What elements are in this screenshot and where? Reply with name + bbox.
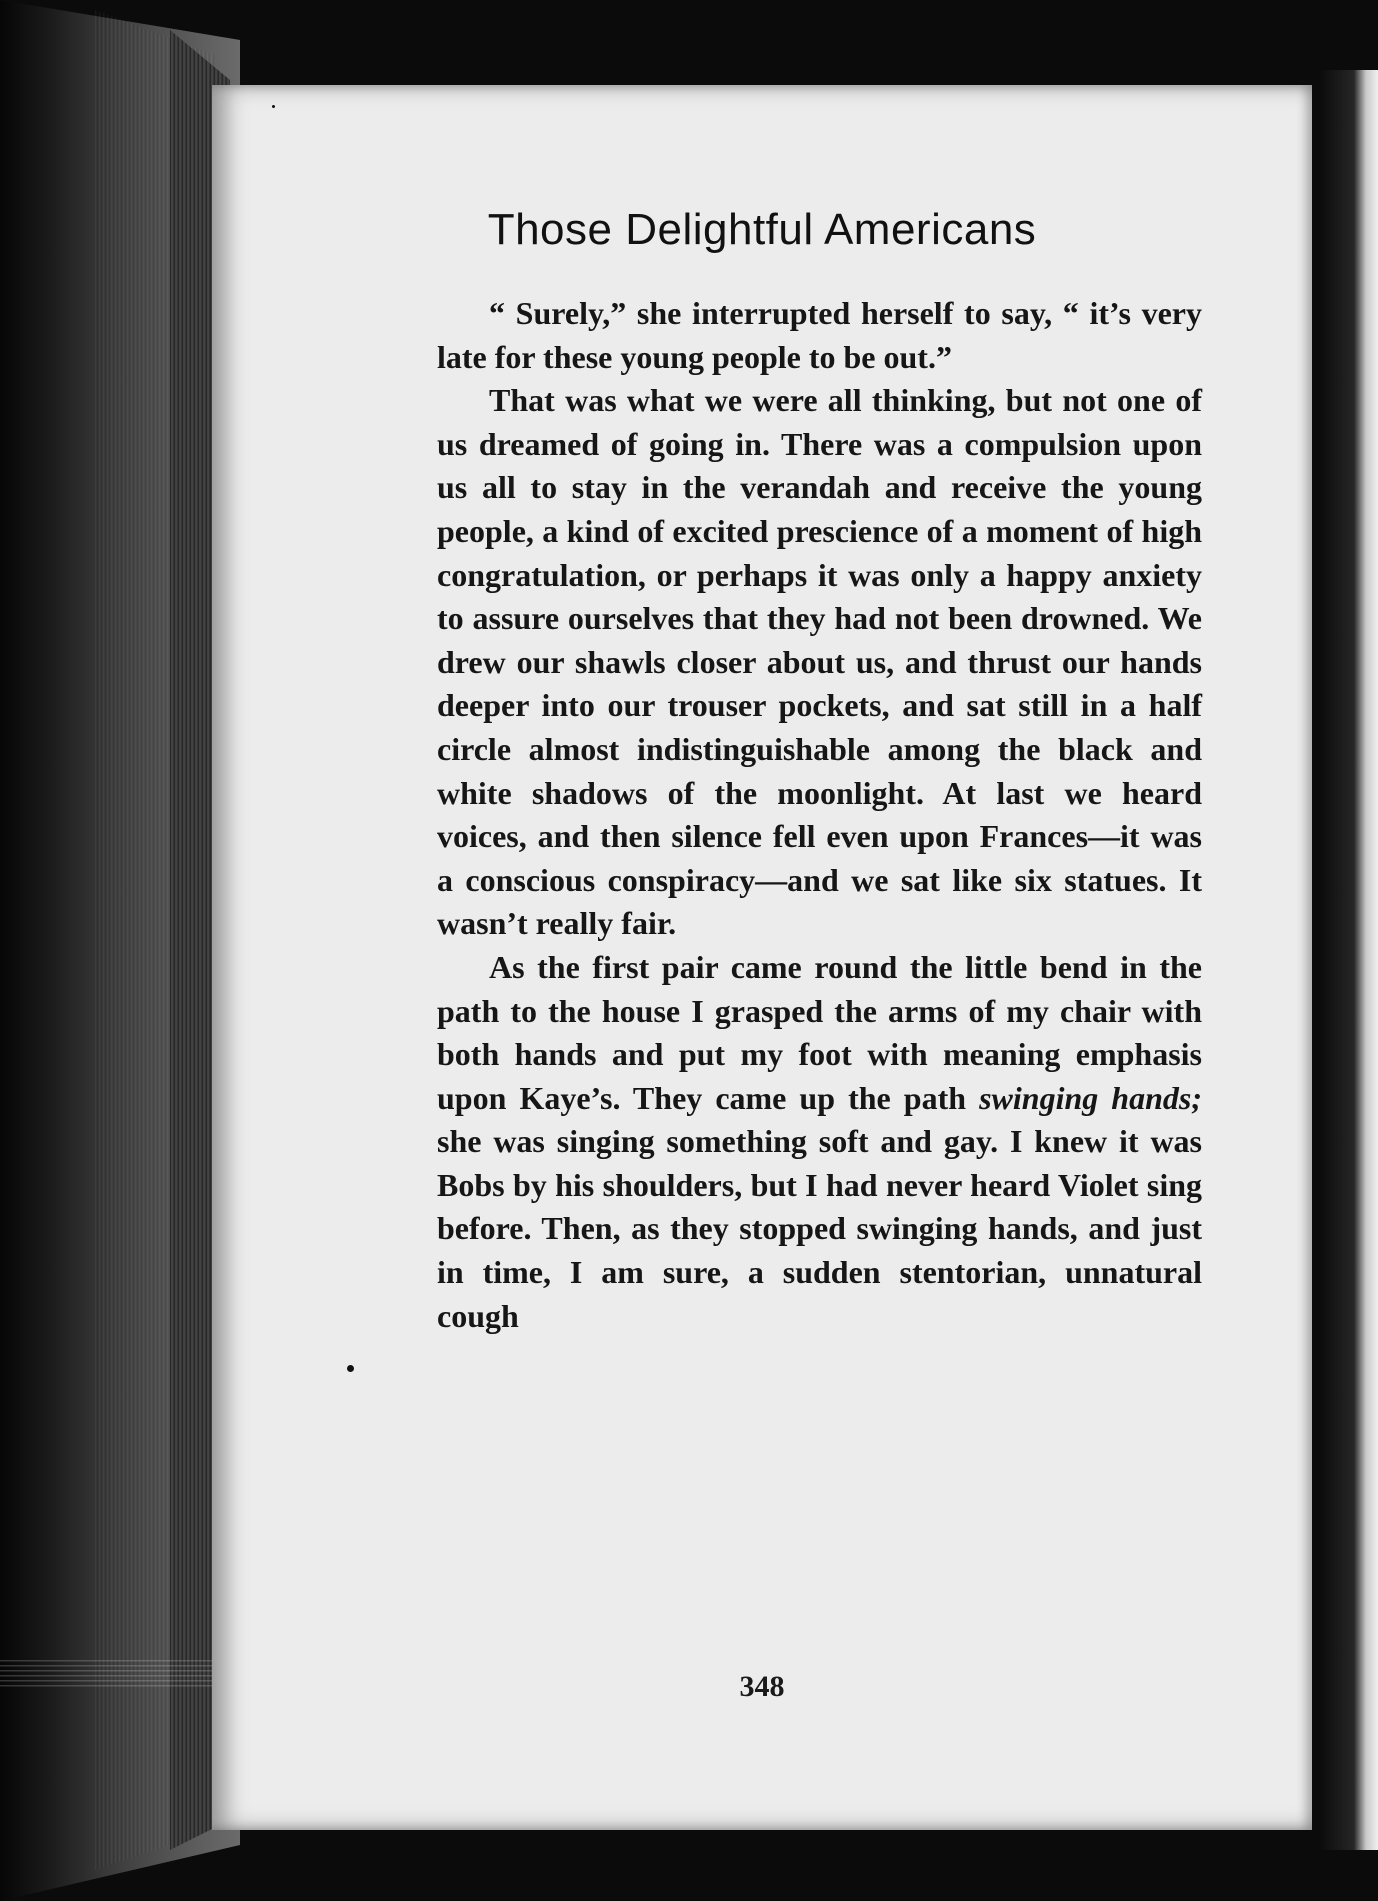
paragraph-3-emphasis: swinging hands; (979, 1079, 1203, 1116)
paragraph-3-after: she was singing something soft and gay. I knew it was Bobs by his shoulders, but I had never heard Violet sing before. Then, as they stopped swinging hands, and just in time, I am sure, a sudden stentorian, unnatural cough (437, 1123, 1202, 1334)
paragraph-2: That was what we were all thinking, but not one of us dreamed of going in. There was a compulsion upon us all to stay in the verandah and receive the young people, a kind of excited prescience of a moment of high congratulation, or perhaps it was only a happy anxiety to assure ourselves that they had not been drowned. We drew our shawls closer about us, and thrust our hands deeper into our trouser pockets, and sat still in a half circle almost indistinguishable among the black and white shadows of the moonlight. At last we heard voices, and then silence fell even upon Frances—it was a conscious conspiracy—and we sat like six statues. It wasn’t really fair. (437, 382, 1202, 942)
next-page-edge (1318, 70, 1378, 1850)
page-body (437, 292, 1202, 1338)
running-head: Those Delightful Americans (487, 205, 1037, 254)
ink-speck (347, 1365, 354, 1372)
scan-artifact (0, 1660, 230, 1690)
paragraph-1: “ Surely,” she interrupted herself to say, “ it’s very late for these young people to be out.” (437, 295, 1202, 375)
paragraph-3-before: As the first pair came round the little bend in the path to the house I grasped the arms of my chair with both hands and put my foot with meaning emphasis upon Kaye’s. They came up the path (437, 948, 1202, 1116)
page-number: 348 (739, 1670, 785, 1703)
ink-speck (272, 105, 275, 108)
book-page (212, 85, 1312, 1830)
paragraph-3 (437, 946, 1202, 1338)
